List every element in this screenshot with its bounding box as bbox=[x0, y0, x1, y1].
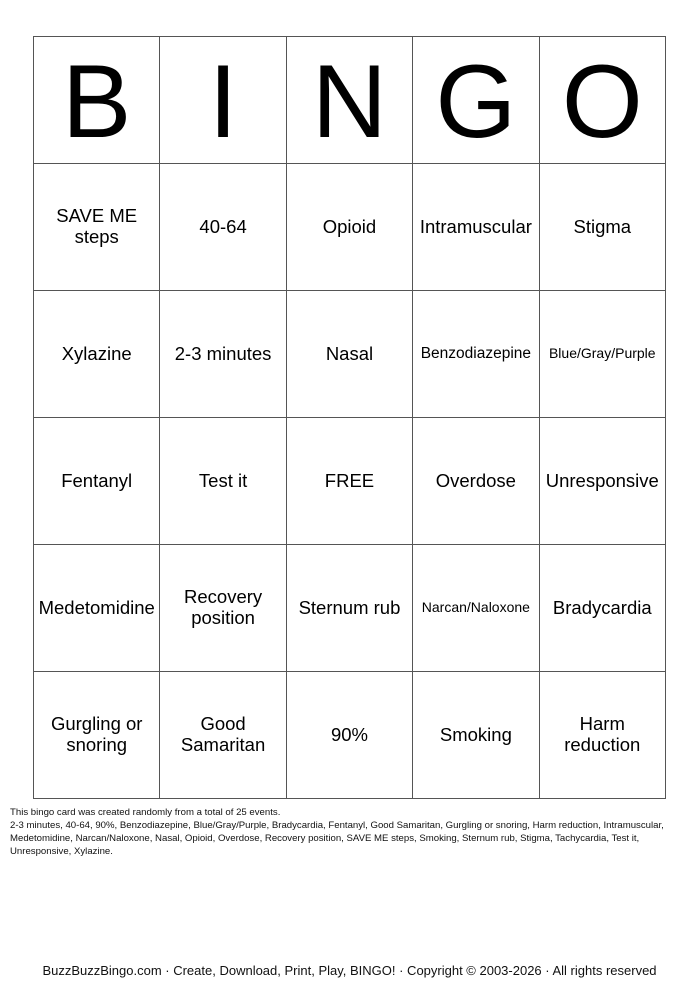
bingo-cell[interactable]: Blue/Gray/Purple bbox=[539, 291, 665, 418]
header-letter-text: I bbox=[208, 44, 238, 160]
bingo-cell[interactable]: Xylazine bbox=[34, 291, 160, 418]
header-letter-text: O bbox=[561, 44, 643, 160]
bingo-row-2 bbox=[34, 291, 666, 418]
bingo-cell[interactable]: Good Samaritan bbox=[160, 672, 286, 799]
bingo-cell[interactable]: Bradycardia bbox=[539, 545, 665, 672]
bingo-row-5 bbox=[34, 672, 666, 799]
bingo-cell[interactable]: Intramuscular bbox=[413, 164, 539, 291]
bingo-card bbox=[33, 36, 666, 799]
bingo-cell[interactable]: Smoking bbox=[413, 672, 539, 799]
bingo-cell[interactable]: Sternum rub bbox=[286, 545, 412, 672]
bingo-cell[interactable]: Nasal bbox=[286, 291, 412, 418]
bingo-cell[interactable]: Test it bbox=[160, 418, 286, 545]
header-letter-text: G bbox=[435, 44, 517, 160]
bingo-row-4 bbox=[34, 545, 666, 672]
bingo-cell[interactable]: Medetomidine bbox=[34, 545, 160, 672]
bingo-cell[interactable]: Fentanyl bbox=[34, 418, 160, 545]
page-footer: BuzzBuzzBingo.com · Create, Download, Print, Play, BINGO! · Copyright © 2003-2026 · All rights reserved bbox=[42, 963, 657, 978]
bingo-cell[interactable]: 90% bbox=[286, 672, 412, 799]
header-letter-text: B bbox=[62, 44, 132, 160]
free-space-cell[interactable]: FREE bbox=[286, 418, 412, 545]
notes-intro: This bingo card was created randomly from a total of 25 events. bbox=[10, 807, 281, 818]
header-letter-text: N bbox=[311, 44, 388, 160]
header-letter-o bbox=[539, 37, 665, 164]
notes-event-list: 2-3 minutes, 40-64, 90%, Benzodiazepine, Blue/Gray/Purple, Bradycardia, Fentanyl, Good Samaritan, Gurgling or snoring, Harm reduction, Intramuscular, Medetomidine, Narcan/Naloxone, Nasal, Opioid, Overdose, Recovery position, SAVE ME steps, Smoking, Sternum rub, Stigma, Tachycardia, Test it, Unresponsive, Xylazine. bbox=[10, 820, 664, 857]
header-letter-n bbox=[286, 37, 412, 164]
bingo-cell[interactable]: Recovery position bbox=[160, 545, 286, 672]
bingo-cell[interactable]: 2-3 minutes bbox=[160, 291, 286, 418]
header-letter-g bbox=[413, 37, 539, 164]
bingo-cell[interactable]: Gurgling or snoring bbox=[34, 672, 160, 799]
bingo-cell[interactable]: Unresponsive bbox=[539, 418, 665, 545]
card-notes bbox=[10, 806, 680, 858]
header-row bbox=[34, 37, 666, 164]
bingo-cell[interactable]: Stigma bbox=[539, 164, 665, 291]
bingo-row-3 bbox=[34, 418, 666, 545]
bingo-cell[interactable]: Benzodiazepine bbox=[413, 291, 539, 418]
bingo-row-1 bbox=[34, 164, 666, 291]
bingo-cell[interactable]: Harm reduction bbox=[539, 672, 665, 799]
header-letter-b bbox=[34, 37, 160, 164]
bingo-cell[interactable]: Overdose bbox=[413, 418, 539, 545]
bingo-cell[interactable]: Opioid bbox=[286, 164, 412, 291]
bingo-cell[interactable]: SAVE ME steps bbox=[34, 164, 160, 291]
header-letter-i bbox=[160, 37, 286, 164]
bingo-cell[interactable]: 40-64 bbox=[160, 164, 286, 291]
bingo-cell[interactable]: Narcan/Naloxone bbox=[413, 545, 539, 672]
